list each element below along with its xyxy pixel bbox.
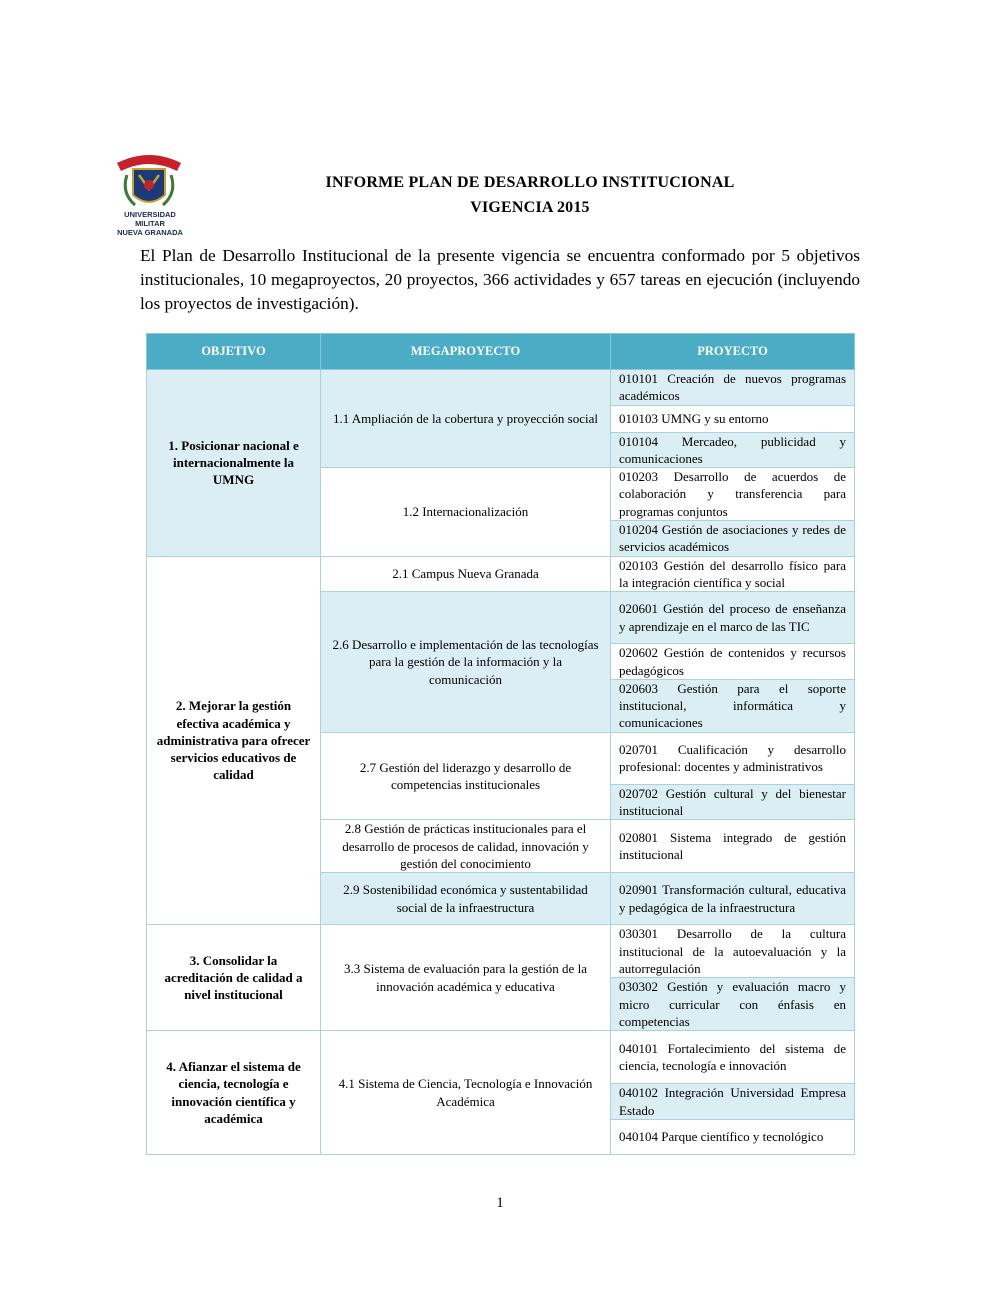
proyecto-cell: 040102 Integración Universidad Empresa Estado — [611, 1084, 855, 1120]
megaproyecto-cell: 1.1 Ampliación de la cobertura y proyección social — [321, 370, 611, 468]
proyecto-cell: 020702 Gestión cultural y del bienestar institucional — [611, 784, 855, 820]
report-title: INFORME PLAN DE DESARROLLO INSTITUCIONAL — [325, 174, 735, 191]
megaproyecto-cell: 2.8 Gestión de prácticas institucionales para el desarrollo de procesos de calidad, innovación y gestión del conocimiento — [321, 820, 611, 873]
proyecto-cell: 020701 Cualificación y desarrollo profesional: docentes y administrativos — [611, 732, 855, 784]
proyecto-cell: 010103 UMNG y su entorno — [611, 405, 855, 432]
table-row — [147, 925, 855, 978]
header-objetivo: OBJETIVO — [147, 334, 321, 370]
megaproyecto-cell: 2.6 Desarrollo e implementación de las tecnologías para la gestión de la información y la comunicación — [321, 592, 611, 732]
header-proyecto: PROYECTO — [611, 334, 855, 370]
megaproyecto-cell: 2.7 Gestión del liderazgo y desarrollo de competencias institucionales — [321, 732, 611, 820]
table-row — [147, 1031, 855, 1084]
proyecto-cell: 010203 Desarrollo de acuerdos de colaboración y transferencia para programas conjuntos — [611, 468, 855, 521]
logo-text: UNIVERSIDAD MILITAR NUEVA GRANADA — [117, 210, 183, 237]
proyecto-cell: 020103 Gestión del desarrollo físico para la integración científica y social — [611, 556, 855, 592]
proyecto-cell: 010104 Mercadeo, publicidad y comunicaciones — [611, 432, 855, 468]
proyecto-cell: 020603 Gestión para el soporte institucional, informática y comunicaciones — [611, 679, 855, 732]
report-subtitle: VIGENCIA 2015 — [470, 199, 590, 216]
megaproyecto-cell: 3.3 Sistema de evaluación para la gestión de la innovación académica y educativa — [321, 925, 611, 1031]
page-number: 1 — [496, 1195, 504, 1211]
proyecto-cell: 030302 Gestión y evaluación macro y micro curricular con énfasis en competencias — [611, 978, 855, 1031]
table-header-row — [147, 334, 855, 370]
proyecto-cell: 020901 Transformación cultural, educativa y pedagógica de la infraestructura — [611, 873, 855, 925]
objetivo-cell: 2. Mejorar la gestión efectiva académica y administrativa para ofrecer servicios educativos de calidad — [147, 556, 321, 925]
proyecto-cell: 020602 Gestión de contenidos y recursos pedagógicos — [611, 644, 855, 680]
megaproyecto-cell: 2.9 Sostenibilidad económica y sustentabilidad social de la infraestructura — [321, 873, 611, 925]
proyecto-cell: 030301 Desarrollo de la cultura institucional de la autoevaluación y la autorregulación — [611, 925, 855, 978]
table-row — [147, 556, 855, 592]
proyecto-cell: 010204 Gestión de asociaciones y redes de servicios académicos — [611, 521, 855, 557]
megaproyecto-cell: 2.1 Campus Nueva Granada — [321, 556, 611, 592]
megaproyecto-cell: 1.2 Internacionalización — [321, 468, 611, 556]
proyecto-cell: 040101 Fortalecimiento del sistema de ciencia, tecnología e innovación — [611, 1031, 855, 1084]
objetivo-cell: 4. Afianzar el sistema de ciencia, tecnología e innovación científica y académica — [147, 1031, 321, 1155]
proyecto-cell: 040104 Parque científico y tecnológico — [611, 1119, 855, 1154]
objetivo-cell: 3. Consolidar la acreditación de calidad a nivel institucional — [147, 925, 321, 1031]
proyecto-cell: 010101 Creación de nuevos programas académicos — [611, 370, 855, 406]
table-row — [147, 370, 855, 406]
plan-table — [146, 333, 855, 1155]
proyecto-cell: 020801 Sistema integrado de gestión institucional — [611, 820, 855, 873]
header-megaproyecto: MEGAPROYECTO — [321, 334, 611, 370]
intro-paragraph: El Plan de Desarrollo Institucional de la presente vigencia se encuentra conformado por 5 objetivos institucionales, 10 megaproyectos, 20 proyectos, 366 actividades y 657 tareas en ejecución (incluyendo los proyectos de investigación). — [140, 246, 860, 313]
proyecto-cell: 020601 Gestión del proceso de enseñanza y aprendizaje en el marco de las TIC — [611, 592, 855, 644]
objetivo-cell: 1. Posicionar nacional e internacionalmente la UMNG — [147, 370, 321, 557]
megaproyecto-cell: 4.1 Sistema de Ciencia, Tecnología e Innovación Académica — [321, 1031, 611, 1155]
